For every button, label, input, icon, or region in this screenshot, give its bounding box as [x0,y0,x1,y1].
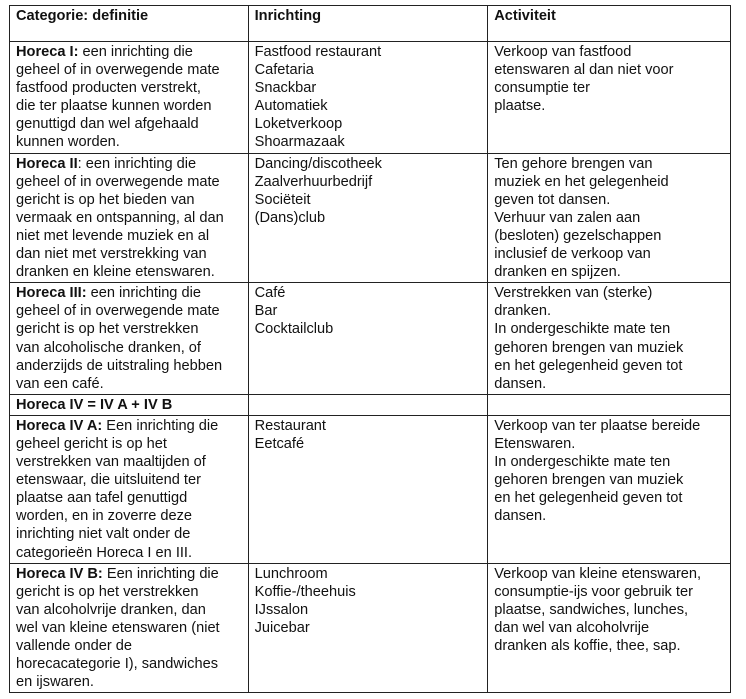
inrichting-item: Zaalverhuurbedrijf [254,173,373,190]
activiteit-line: dansen. [494,375,547,392]
activiteit-line: (besloten) gezelschappen [494,227,662,244]
activiteit-cell [488,415,731,563]
header-categorie: Categorie: definitie [10,6,249,42]
definition-line: vallende onder de [16,638,133,654]
subheader-cell: Horeca IV = IV A + IV B [10,394,249,415]
inrichting-cell [248,563,488,693]
definition-text: : een inrichting die [77,155,197,172]
activiteit-line: Verkoop van kleine etenswaren, [494,565,702,582]
activiteit-line: Ten gehore brengen van [494,155,653,172]
inrichting-item: Fastfood restaurant [254,44,382,60]
activiteit-line: Etenswaren. [494,435,576,452]
document-page [9,5,731,693]
definition-line: worden, en in zoverre deze [16,508,193,525]
definition-line: genuttigd dan wel afgehaald [16,116,199,133]
category-definition-cell [10,283,249,395]
definition-line: vermaak en ontspanning, al dan [16,209,224,226]
definition-line: niet met levende muziek en al [16,227,210,244]
category-definition-cell [10,42,249,154]
activiteit-line: Verhuur van zalen aan [494,209,641,226]
activiteit-line: In ondergeschikte mate ten [494,454,671,471]
definition-line: geheel of in overwegende mate [16,173,220,190]
activiteit-line: gehoren brengen van muziek [494,339,684,356]
inrichting-cell [248,42,488,154]
header-activiteit: Activiteit [488,6,731,42]
definition-line: en ijswaren. [16,674,94,691]
definition-line: geheel of in overwegende mate [16,303,220,320]
table-row [10,283,731,395]
definition-text: Een inrichting die [102,565,219,582]
definition-line: gericht is op het bieden van [16,191,195,208]
activiteit-line: inclusief de verkoop van [494,246,651,263]
definition-line: van een café. [16,375,104,392]
definition-text: Een inrichting die [102,417,219,434]
inrichting-item: Juicebar [254,619,310,636]
inrichting-cell [248,415,488,563]
definition-line: wel van kleine etenswaren (niet [16,619,220,636]
table-row [10,42,731,154]
empty-cell [248,394,488,415]
activiteit-line: Verkoop van fastfood [494,44,632,60]
definition-line [16,417,243,435]
inrichting-item: Restaurant [254,417,326,434]
inrichting-item: Koffie-/theehuis [254,583,356,600]
inrichting-item: IJssalon [254,601,309,618]
definition-line [16,284,243,302]
definition-line: etenswaar, die uitsluitend ter [16,472,201,489]
horeca-category-table [9,5,731,693]
definition-line: kunnen worden. [16,134,120,151]
activiteit-line: dranken als koffie, thee, sap. [494,638,681,654]
definition-line: dan niet met verstrekking van [16,246,207,263]
category-definition-cell [10,563,249,693]
activiteit-line: dranken. [494,303,552,320]
inrichting-cell [248,153,488,283]
definition-line: geheel of in overwegende mate [16,62,220,79]
activiteit-line: geven tot dansen. [494,191,611,208]
inrichting-item: Loketverkoop [254,116,343,133]
category-name: Horeca II [16,155,78,172]
table-row [10,153,731,283]
inrichting-item: Automatiek [254,98,328,115]
definition-line: van alcoholvrije dranken, dan [16,601,206,618]
inrichting-item: Sociëteit [254,191,311,208]
activiteit-line: dranken en spijzen. [494,264,621,281]
activiteit-cell [488,42,731,154]
table-header-row [10,6,731,42]
activiteit-line: en het gelegenheid geven tot [494,490,683,507]
definition-text: een inrichting die [86,285,201,302]
category-name: Horeca IV A: [16,417,103,434]
activiteit-line: muziek en het gelegenheid [494,173,669,190]
definition-line: geheel gericht is op het [16,435,167,452]
table-row [10,415,731,563]
activiteit-line: dan wel van alcoholvrije [494,619,650,636]
activiteit-cell [488,563,731,693]
definition-line: die ter plaatse kunnen worden [16,98,212,115]
category-definition-cell [10,153,249,283]
inrichting-item: Café [254,285,286,302]
inrichting-item: Shoarmazaak [254,134,345,151]
inrichting-item: Cafetaria [254,62,314,79]
definition-text: een inrichting die [78,44,193,60]
definition-line [16,43,243,61]
table-row [10,563,731,693]
activiteit-line: gehoren brengen van muziek [494,472,684,489]
header-inrichting: Inrichting [248,6,488,42]
inrichting-item: Snackbar [254,80,317,97]
inrichting-item: Lunchroom [254,565,328,582]
definition-line: gericht is op het verstrekken [16,321,199,338]
category-name: Horeca IV B: [16,565,103,582]
definition-line: categorieën Horeca I en III. [16,544,193,561]
activiteit-cell [488,153,731,283]
category-name: Horeca I: [16,44,79,60]
definition-line: verstrekken van maaltijden of [16,454,206,471]
definition-line: horecacategorie I), sandwiches [16,656,218,673]
definition-line: plaatse aan tafel genuttigd [16,490,188,507]
inrichting-item: Eetcafé [254,435,305,452]
activiteit-line: Verstrekken van (sterke) [494,285,653,302]
table-body [10,42,731,693]
definition-line: anderzijds de uitstraling hebben [16,357,223,374]
category-name: Horeca III: [16,285,87,302]
definition-line: fastfood producten verstrekt, [16,80,201,97]
definition-line: dranken en kleine etenswaren. [16,264,215,281]
activiteit-line: plaatse, sandwiches, lunches, [494,601,689,618]
activiteit-line: consumptie-ijs voor gebruik ter [494,583,693,600]
activiteit-line: Verkoop van ter plaatse bereide [494,417,701,434]
activiteit-line: In ondergeschikte mate ten [494,321,671,338]
definition-line: gericht is op het verstrekken [16,583,199,600]
definition-line: van alcoholische dranken, of [16,339,201,356]
definition-line: inrichting niet valt onder de [16,526,191,543]
activiteit-line: consumptie ter [494,80,590,97]
activiteit-cell [488,283,731,395]
inrichting-item: Dancing/discotheek [254,155,382,172]
inrichting-cell [248,283,488,395]
category-definition-cell [10,415,249,563]
inrichting-item: Cocktailclub [254,321,334,338]
definition-line [16,155,243,173]
activiteit-line: dansen. [494,508,547,525]
inrichting-item: Bar [254,303,278,320]
activiteit-line: en het gelegenheid geven tot [494,357,683,374]
definition-line [16,565,243,583]
empty-cell [488,394,731,415]
activiteit-line: etenswaren al dan niet voor [494,62,674,79]
activiteit-line: plaatse. [494,98,546,115]
inrichting-item: (Dans)club [254,209,326,226]
table-subheader-row [10,394,731,415]
